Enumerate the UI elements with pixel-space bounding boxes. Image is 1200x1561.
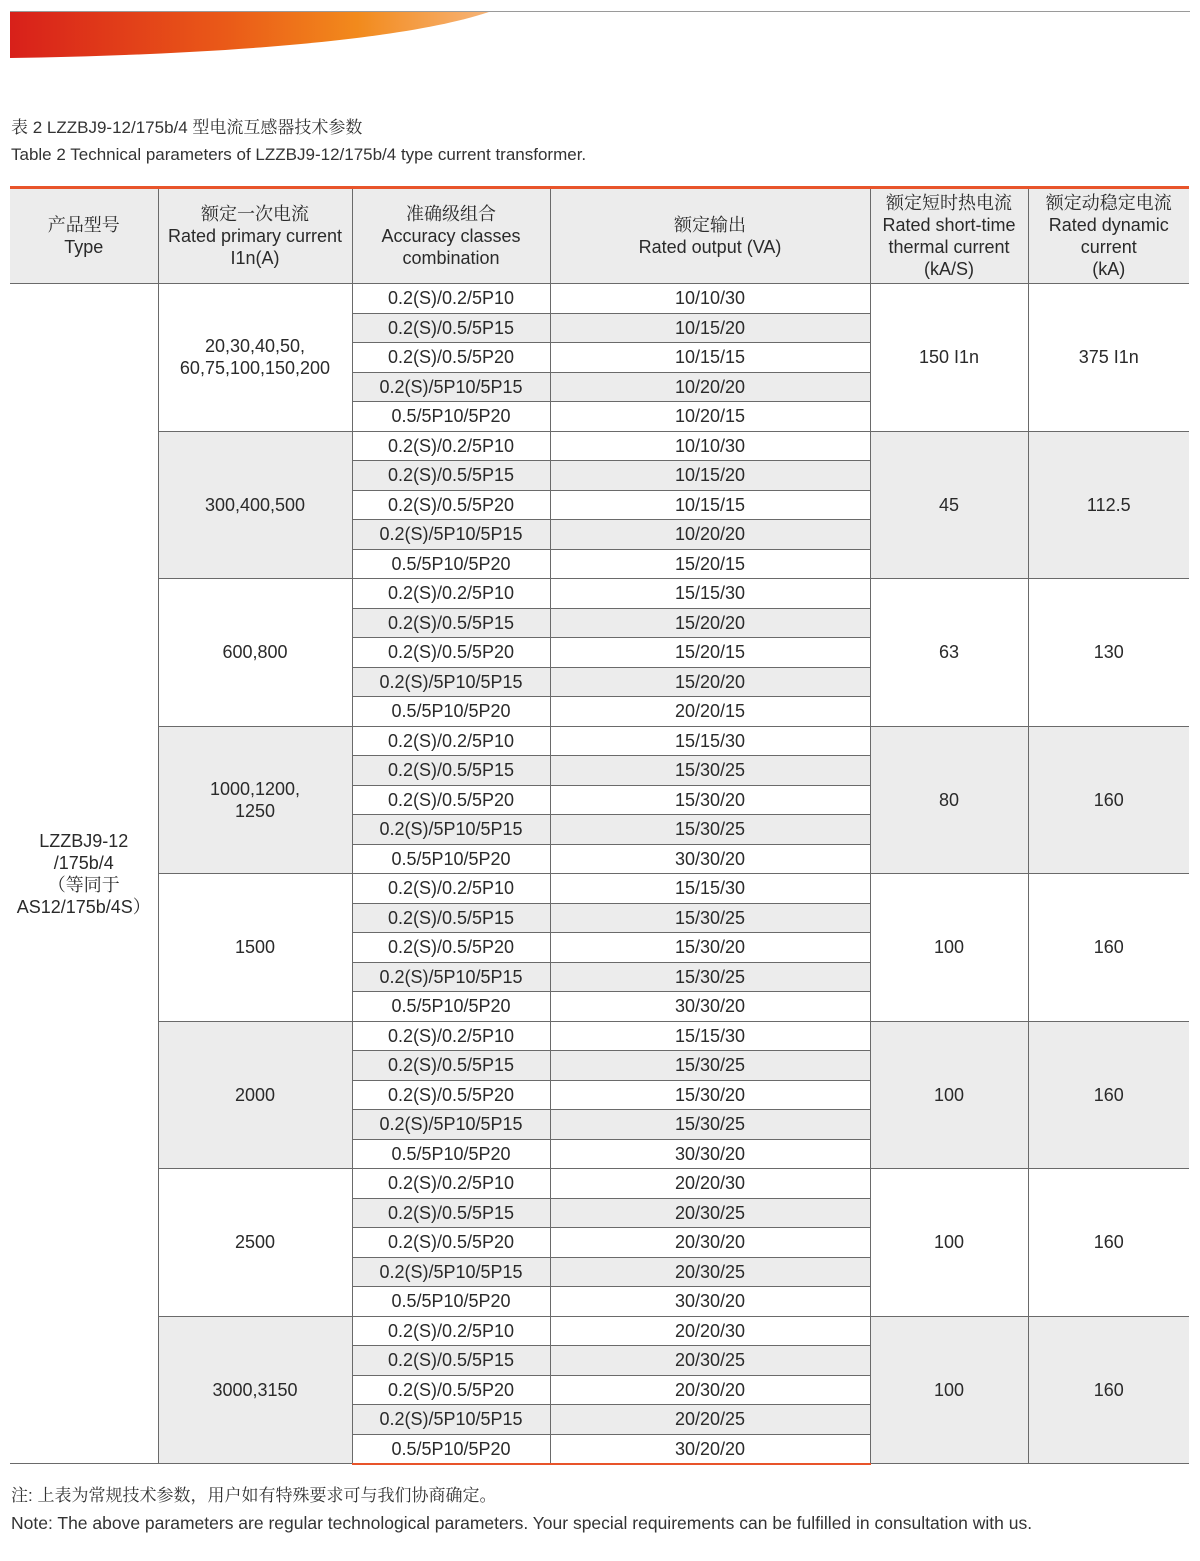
header-thermal xyxy=(870,188,1028,284)
dynamic-current-cell: 130 xyxy=(1028,579,1189,727)
accuracy-class-cell: 0.2(S)/5P10/5P15 xyxy=(352,1257,550,1287)
rated-output-cell: 10/20/15 xyxy=(550,402,870,432)
table-row xyxy=(10,1021,1189,1051)
table-row xyxy=(10,284,1189,314)
table-row xyxy=(10,579,1189,609)
rated-output-cell: 30/30/20 xyxy=(550,844,870,874)
accuracy-class-cell: 0.2(S)/0.5/5P15 xyxy=(352,313,550,343)
rated-output-cell: 20/30/20 xyxy=(550,1375,870,1405)
note-cn: 注: 上表为常规技术参数，用户如有特殊要求可与我们协商确定。 xyxy=(11,1486,497,1505)
dynamic-current-cell: 112.5 xyxy=(1028,431,1189,579)
primary-current-cell xyxy=(158,431,352,579)
rated-output-cell: 10/15/15 xyxy=(550,490,870,520)
primary-current-line: 2000 xyxy=(234,1084,276,1105)
header-accuracy-en2: combination xyxy=(402,248,500,268)
accuracy-class-cell: 0.2(S)/0.5/5P20 xyxy=(352,1080,550,1110)
primary-current-line: 600,800 xyxy=(222,642,288,663)
thermal-current-cell: 45 xyxy=(870,431,1028,579)
rated-output-cell: 15/30/20 xyxy=(550,933,870,963)
thermal-current-cell: 100 xyxy=(870,1316,1028,1464)
rated-output-cell: 10/15/20 xyxy=(550,461,870,491)
primary-current-line: 1250 xyxy=(234,800,276,821)
primary-current-line: 300,400,500 xyxy=(204,494,306,515)
rated-output-cell: 20/20/30 xyxy=(550,1169,870,1199)
primary-current-line: 3000,3150 xyxy=(212,1379,298,1400)
accuracy-class-cell: 0.2(S)/5P10/5P15 xyxy=(352,815,550,845)
accuracy-class-cell: 0.2(S)/0.2/5P10 xyxy=(352,1316,550,1346)
rated-output-cell: 30/30/20 xyxy=(550,1139,870,1169)
header-dynamic xyxy=(1028,188,1189,284)
primary-current-cell xyxy=(158,579,352,727)
dynamic-current-cell: 160 xyxy=(1028,1169,1189,1317)
rated-output-cell: 15/20/15 xyxy=(550,549,870,579)
accuracy-class-cell: 0.5/5P10/5P20 xyxy=(352,1139,550,1169)
rated-output-cell: 15/30/25 xyxy=(550,756,870,786)
thermal-current-cell: 80 xyxy=(870,726,1028,874)
type-label-line: /175b/4 xyxy=(53,852,114,873)
header-type xyxy=(10,188,158,284)
note-en: Note: The above parameters are regular technological parameters. Your special requirements can be fulfilled in consultation with us. xyxy=(11,1513,1033,1533)
accuracy-class-cell: 0.2(S)/0.2/5P10 xyxy=(352,431,550,461)
rated-output-cell: 20/30/25 xyxy=(550,1198,870,1228)
rated-output-cell: 30/20/20 xyxy=(550,1434,870,1464)
header-accuracy-cn: 准确级组合 xyxy=(406,204,496,224)
header-output-en: Rated output (VA) xyxy=(638,237,782,257)
rated-output-cell: 10/20/20 xyxy=(550,520,870,550)
rated-output-cell: 15/30/25 xyxy=(550,1051,870,1081)
header-banner xyxy=(0,0,1200,70)
thermal-current-cell: 150 I1n xyxy=(870,284,1028,432)
accuracy-class-cell: 0.2(S)/0.5/5P20 xyxy=(352,490,550,520)
rated-output-cell: 15/15/30 xyxy=(550,579,870,609)
header-thermal-unit: (kA/S) xyxy=(923,259,974,279)
accuracy-class-cell: 0.2(S)/0.2/5P10 xyxy=(352,1021,550,1051)
primary-current-cell xyxy=(158,726,352,874)
header-dynamic-cn: 额定动稳定电流 xyxy=(1045,193,1172,213)
rated-output-cell: 15/30/25 xyxy=(550,903,870,933)
accuracy-class-cell: 0.2(S)/0.5/5P15 xyxy=(352,461,550,491)
dynamic-current-cell: 160 xyxy=(1028,726,1189,874)
rated-output-cell: 20/20/15 xyxy=(550,697,870,727)
header-thermal-en: Rated short-time xyxy=(882,215,1016,235)
dynamic-current-cell: 160 xyxy=(1028,1316,1189,1464)
header-dynamic-en: Rated dynamic xyxy=(1048,215,1169,235)
primary-current-cell xyxy=(158,1021,352,1169)
rated-output-cell: 15/15/30 xyxy=(550,1021,870,1051)
rated-output-cell: 10/10/30 xyxy=(550,284,870,314)
rated-output-cell: 20/30/20 xyxy=(550,1228,870,1258)
accuracy-class-cell: 0.2(S)/0.5/5P20 xyxy=(352,343,550,373)
accuracy-class-cell: 0.2(S)/0.2/5P10 xyxy=(352,1169,550,1199)
rated-output-cell: 20/30/25 xyxy=(550,1257,870,1287)
table-caption-cn: 表 2 LZZBJ9-12/175b/4 型电流互感器技术参数 xyxy=(11,118,363,137)
accuracy-class-cell: 0.2(S)/0.2/5P10 xyxy=(352,874,550,904)
accuracy-class-cell: 0.5/5P10/5P20 xyxy=(352,1434,550,1464)
thermal-current-cell: 100 xyxy=(870,1169,1028,1317)
spec-table xyxy=(10,186,1189,1465)
accuracy-class-cell: 0.2(S)/0.2/5P10 xyxy=(352,284,550,314)
rated-output-cell: 15/20/20 xyxy=(550,608,870,638)
rated-output-cell: 15/30/25 xyxy=(550,1110,870,1140)
accuracy-class-cell: 0.2(S)/5P10/5P15 xyxy=(352,1110,550,1140)
rated-output-cell: 10/15/20 xyxy=(550,313,870,343)
accuracy-class-cell: 0.2(S)/5P10/5P15 xyxy=(352,667,550,697)
rated-output-cell: 15/20/15 xyxy=(550,638,870,668)
rated-output-cell: 30/30/20 xyxy=(550,1287,870,1317)
rated-output-cell: 20/20/25 xyxy=(550,1405,870,1435)
rated-output-cell: 10/20/20 xyxy=(550,372,870,402)
header-primary-en: Rated primary current xyxy=(167,226,343,246)
rated-output-cell: 20/20/30 xyxy=(550,1316,870,1346)
accuracy-class-cell: 0.2(S)/5P10/5P15 xyxy=(352,1405,550,1435)
type-label-line: AS12/175b/4S） xyxy=(16,896,151,917)
header-type-en: Type xyxy=(64,237,104,257)
table-body xyxy=(10,284,1189,1464)
rated-output-cell: 15/30/20 xyxy=(550,1080,870,1110)
primary-current-line: 60,75,100,150,200 xyxy=(179,358,331,379)
rated-output-cell: 15/30/25 xyxy=(550,815,870,845)
primary-current-line: 2500 xyxy=(234,1232,276,1253)
type-cell xyxy=(10,284,158,1464)
header-dynamic-unit: (kA) xyxy=(1092,259,1126,279)
accuracy-class-cell: 0.2(S)/0.2/5P10 xyxy=(352,726,550,756)
header-type-cn: 产品型号 xyxy=(47,215,120,235)
header-accuracy xyxy=(352,188,550,284)
accuracy-class-cell: 0.2(S)/0.5/5P20 xyxy=(352,638,550,668)
table-caption-en: Table 2 Technical parameters of LZZBJ9-12/175b/4 type current transformer. xyxy=(11,145,587,164)
accuracy-class-cell: 0.5/5P10/5P20 xyxy=(352,844,550,874)
primary-current-line: 20,30,40,50, xyxy=(204,336,306,357)
accuracy-class-cell: 0.5/5P10/5P20 xyxy=(352,697,550,727)
accuracy-class-cell: 0.2(S)/0.5/5P20 xyxy=(352,1375,550,1405)
primary-current-cell xyxy=(158,874,352,1022)
table-row xyxy=(10,726,1189,756)
accuracy-class-cell: 0.2(S)/0.5/5P15 xyxy=(352,903,550,933)
rated-output-cell: 30/30/20 xyxy=(550,992,870,1022)
header-primary-cn: 额定一次电流 xyxy=(201,204,309,224)
accuracy-class-cell: 0.2(S)/0.5/5P20 xyxy=(352,933,550,963)
accuracy-class-cell: 0.2(S)/5P10/5P15 xyxy=(352,962,550,992)
primary-current-line: 1000,1200, xyxy=(209,778,301,799)
header-primary-unit: I1n(A) xyxy=(230,248,280,268)
rated-output-cell: 15/20/20 xyxy=(550,667,870,697)
table-row xyxy=(10,1316,1189,1346)
accuracy-class-cell: 0.2(S)/0.2/5P10 xyxy=(352,579,550,609)
rated-output-cell: 15/15/30 xyxy=(550,874,870,904)
accuracy-class-cell: 0.2(S)/0.5/5P15 xyxy=(352,1051,550,1081)
header-thermal-en2: thermal current xyxy=(888,237,1010,257)
accuracy-class-cell: 0.2(S)/0.5/5P15 xyxy=(352,608,550,638)
accuracy-class-cell: 0.2(S)/0.5/5P15 xyxy=(352,1346,550,1376)
primary-current-cell xyxy=(158,284,352,432)
accuracy-class-cell: 0.5/5P10/5P20 xyxy=(352,992,550,1022)
thermal-current-cell: 100 xyxy=(870,874,1028,1022)
accuracy-class-cell: 0.2(S)/5P10/5P15 xyxy=(352,372,550,402)
header-accuracy-en: Accuracy classes xyxy=(381,226,521,246)
table-row xyxy=(10,431,1189,461)
table-row xyxy=(10,1169,1189,1199)
header-dynamic-en2: current xyxy=(1080,237,1137,257)
rated-output-cell: 15/15/30 xyxy=(550,726,870,756)
header-thermal-cn: 额定短时热电流 xyxy=(886,193,1012,213)
dynamic-current-cell: 375 I1n xyxy=(1028,284,1189,432)
accuracy-class-cell: 0.5/5P10/5P20 xyxy=(352,1287,550,1317)
thermal-current-cell: 100 xyxy=(870,1021,1028,1169)
header-primary-current xyxy=(158,188,352,284)
rated-output-cell: 15/30/25 xyxy=(550,962,870,992)
primary-current-line: 1500 xyxy=(234,937,276,958)
type-label-line: （等同于 xyxy=(47,874,120,895)
accuracy-class-cell: 0.2(S)/0.5/5P20 xyxy=(352,1228,550,1258)
rated-output-cell: 10/15/15 xyxy=(550,343,870,373)
primary-current-cell xyxy=(158,1169,352,1317)
accuracy-class-cell: 0.2(S)/0.5/5P15 xyxy=(352,1198,550,1228)
thermal-current-cell: 63 xyxy=(870,579,1028,727)
accuracy-class-cell: 0.5/5P10/5P20 xyxy=(352,549,550,579)
rated-output-cell: 10/10/30 xyxy=(550,431,870,461)
table-row xyxy=(10,874,1189,904)
table-header-row xyxy=(10,188,1189,284)
primary-current-cell xyxy=(158,1316,352,1464)
header-output xyxy=(550,188,870,284)
accuracy-class-cell: 0.2(S)/5P10/5P15 xyxy=(352,520,550,550)
accuracy-class-cell: 0.2(S)/0.5/5P20 xyxy=(352,785,550,815)
dynamic-current-cell: 160 xyxy=(1028,1021,1189,1169)
header-output-cn: 额定输出 xyxy=(674,215,746,235)
rated-output-cell: 15/30/20 xyxy=(550,785,870,815)
rated-output-cell: 20/30/25 xyxy=(550,1346,870,1376)
accuracy-class-cell: 0.2(S)/0.5/5P15 xyxy=(352,756,550,786)
dynamic-current-cell: 160 xyxy=(1028,874,1189,1022)
type-label-line: LZZBJ9-12 xyxy=(39,830,129,851)
accuracy-class-cell: 0.5/5P10/5P20 xyxy=(352,402,550,432)
